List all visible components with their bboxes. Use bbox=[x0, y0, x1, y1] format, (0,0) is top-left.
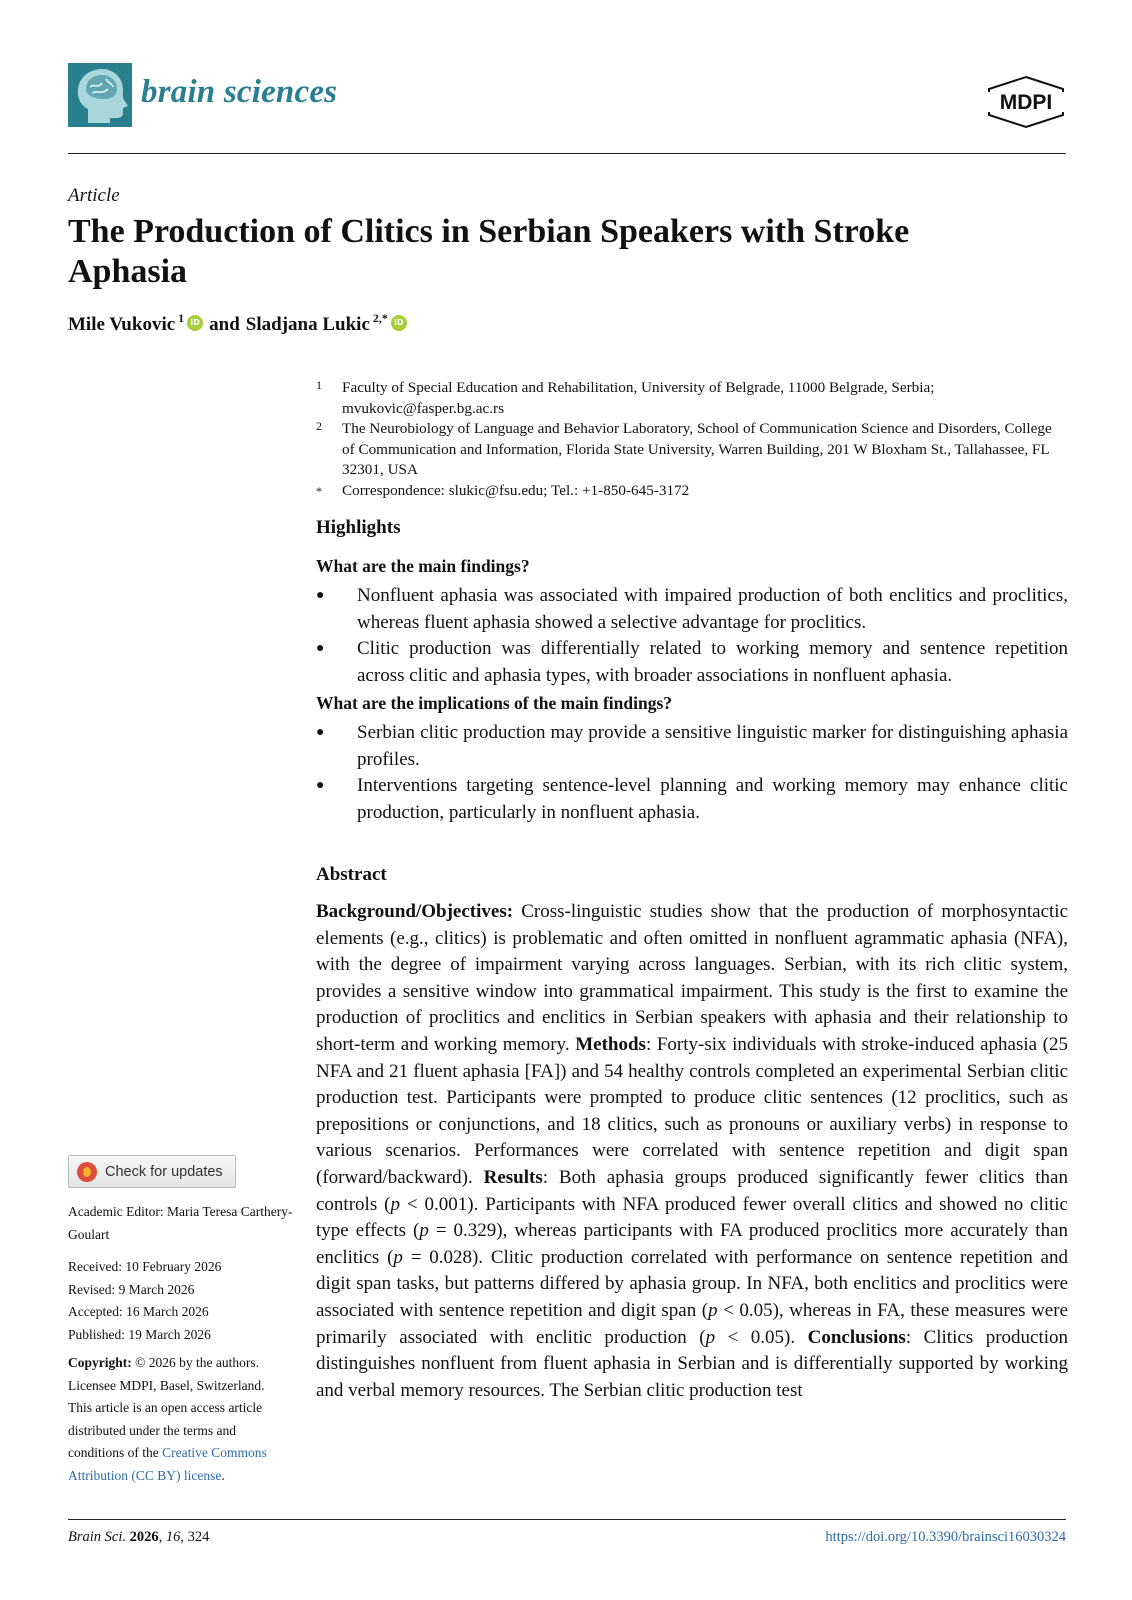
affiliation-mark: * bbox=[316, 483, 322, 498]
doi-link[interactable]: https://doi.org/10.3390/brainsci16030324 bbox=[825, 1529, 1066, 1545]
header-divider bbox=[68, 153, 1066, 154]
affiliations bbox=[316, 378, 1068, 501]
abstract-text: = 0.028). Clitic production correlated with performance on sentence repetition and digit span tasks, but patterns differed by aphasia group. In NFA, both enclitics and proclitics were associated with sentence repetition and digit span ( bbox=[316, 1246, 1068, 1321]
received-date: Received: 10 February 2026 bbox=[68, 1259, 222, 1274]
abstract-text: Cross-linguistic studies show that the production of morphosyntactic elements (e.g., clitics) is problematic and often omitted in nonfluent agrammatic aphasia (NFA), with the degree of impairment varying across languages. Serbian, with its rich clitic system, provides a sensitive window into grammatical impairment. This study is the first to examine the production of proclitics and enclitics in Serbian speakers with aphasia and their relationship to short-term and working memory. bbox=[316, 901, 1068, 1055]
article-title: The Production of Clitics in Serbian Speakers with Stroke Aphasia bbox=[68, 213, 910, 290]
copyright-text: © 2026 by the authors. Licensee MDPI, Basel, Switzerland. This article is an open access article distributed under the terms and conditions of the bbox=[68, 1355, 265, 1460]
bullet-icon: ● bbox=[316, 641, 325, 656]
crossmark-icon bbox=[77, 1162, 97, 1182]
abstract-text: < 0.05), whereas in FA, these measures were primarily associated with enclitic production ( bbox=[316, 1299, 1068, 1348]
p-symbol: p bbox=[393, 1246, 403, 1268]
copyright-notice bbox=[68, 1352, 290, 1487]
orcid-icon[interactable]: iD bbox=[391, 315, 407, 331]
bullet-icon: ● bbox=[316, 588, 325, 603]
article-type: Article bbox=[68, 185, 120, 206]
highlights-heading: Highlights bbox=[316, 517, 401, 538]
citation: Brain Sci. 2026, 16, 324 bbox=[68, 1529, 210, 1545]
list-item bbox=[316, 720, 1068, 773]
abstract-text: < 0.05). bbox=[715, 1326, 796, 1348]
correspondence-text: Correspondence: slukic@fsu.edu; Tel.: +1-850-645-3172 bbox=[342, 481, 690, 499]
highlights-section bbox=[316, 517, 1068, 826]
head-brain-icon bbox=[68, 63, 132, 127]
abstract-text: : Forty-six individuals with stroke-induced aphasia (25 NFA and 21 fluent aphasia [FA]) and 54 healthy controls completed an experimental Serbian clitic production test. Participants were prompted to produce clitic sentences (12 proclitics, such as prepositions or conjunctions, and 18 clitics, such as pronouns or auxiliary verbs) in response to various scenarios. Performances were correlated with sentence repetition and digit span (forward/backward). bbox=[316, 1033, 1068, 1188]
highlight-text: Clitic production was differentially related to working memory and sentence repetition across clitic and aphasia types, with broader associations in nonfluent aphasia. bbox=[357, 638, 1068, 686]
journal-abbrev: Brain Sci. bbox=[68, 1529, 126, 1545]
findings-question: What are the main findings? bbox=[316, 556, 530, 576]
abstract-text: : Clitics production distinguishes nonfluent from fluent aphasia in Serbian and is differentially supported by working and verbal memory resources. The Serbian clitic production test bbox=[316, 1326, 1069, 1401]
abstract-label: Conclusions bbox=[807, 1326, 906, 1348]
highlight-text: Serbian clitic production may provide a sensitive linguistic marker for distinguishing aphasia profiles. bbox=[357, 722, 1068, 770]
p-symbol: p bbox=[419, 1220, 429, 1242]
p-symbol: p bbox=[705, 1326, 716, 1348]
publisher-name: MDPI bbox=[999, 91, 1053, 114]
abstract-heading: Abstract bbox=[316, 864, 387, 885]
author-list bbox=[68, 310, 413, 336]
author-name[interactable]: Mile Vukovic bbox=[68, 314, 176, 335]
affiliation-item bbox=[316, 481, 1068, 502]
author-affiliation-mark: 1 bbox=[178, 310, 185, 325]
journal-name[interactable]: brain sciences bbox=[141, 74, 338, 110]
citation-volume: 16 bbox=[165, 1529, 181, 1545]
published-date: Published: 19 March 2026 bbox=[68, 1326, 211, 1342]
citation-year: 2026 bbox=[129, 1529, 159, 1545]
abstract-body bbox=[316, 899, 1068, 1404]
p-symbol: p bbox=[390, 1193, 400, 1215]
license-link[interactable]: Creative Commons Attribution (CC BY) license bbox=[68, 1445, 267, 1483]
implications-question: What are the implications of the main findings? bbox=[316, 693, 673, 713]
check-for-updates-button[interactable] bbox=[68, 1155, 236, 1188]
orcid-icon[interactable]: iD bbox=[187, 315, 203, 331]
bullet-icon: ● bbox=[316, 778, 325, 793]
affiliation-item bbox=[316, 419, 1068, 481]
abstract-text: = 0.329), whereas participants with FA produced proclitics more accurately than enclitics ( bbox=[316, 1220, 1069, 1268]
abstract-label: Results bbox=[483, 1166, 543, 1188]
footer-divider bbox=[68, 1519, 1066, 1520]
affiliation-item bbox=[316, 378, 1068, 419]
check-updates-label: Check for updates bbox=[105, 1163, 223, 1180]
abstract-label: Methods bbox=[575, 1033, 646, 1055]
copyright-label: Copyright: bbox=[68, 1355, 132, 1370]
list-item bbox=[316, 636, 1068, 689]
abstract-text: < 0.001). Participants with NFA produced fewer overall clitics and showed no clitic type effects ( bbox=[316, 1193, 1068, 1242]
list-item bbox=[316, 773, 1068, 826]
abstract-section bbox=[316, 864, 1068, 1404]
affiliation-mark: 2 bbox=[316, 419, 322, 433]
highlight-text: Interventions targeting sentence-level planning and working memory may enhance clitic production, particularly in nonfluent aphasia. bbox=[357, 775, 1068, 823]
p-symbol: p bbox=[708, 1299, 718, 1321]
academic-editor: Academic Editor: Maria Teresa Carthery-Goulart bbox=[68, 1204, 293, 1242]
copyright-end: . bbox=[221, 1467, 225, 1483]
author-name[interactable]: Sladjana Lukic bbox=[245, 314, 370, 335]
author-joiner: and bbox=[209, 314, 240, 335]
bullet-icon: ● bbox=[316, 725, 325, 740]
affiliation-mark: 1 bbox=[316, 378, 322, 392]
highlight-text: Nonfluent aphasia was associated with impaired production of both enclitics and proclitics, whereas fluent aphasia showed a selective advantage for proclitics. bbox=[357, 585, 1068, 633]
publisher-logo[interactable] bbox=[985, 75, 1067, 129]
journal-logo bbox=[68, 63, 132, 127]
affiliation-text: The Neurobiology of Language and Behavior Laboratory, School of Communication Science and Disorders, College of Communication and Information, Florida State University, Warren Building, 201 W Bloxham St., Tallahassee, FL 32301, USA bbox=[342, 420, 1052, 478]
citation-article-number: 324 bbox=[187, 1529, 210, 1545]
author-affiliation-mark: 2,* bbox=[372, 310, 388, 325]
affiliation-text: Faculty of Special Education and Rehabilitation, University of Belgrade, 11000 Belgrade, Serbia; mvukovic@fasper.bg.ac.rs bbox=[342, 379, 935, 417]
revised-date: Revised: 9 March 2026 bbox=[68, 1281, 195, 1297]
abstract-text: : Both aphasia groups produced significantly fewer clitics than controls ( bbox=[316, 1166, 1068, 1215]
abstract-label: Background/Objectives: bbox=[316, 901, 514, 922]
publication-dates bbox=[68, 1256, 298, 1346]
list-item bbox=[316, 583, 1068, 636]
accepted-date: Accepted: 16 March 2026 bbox=[68, 1304, 209, 1319]
